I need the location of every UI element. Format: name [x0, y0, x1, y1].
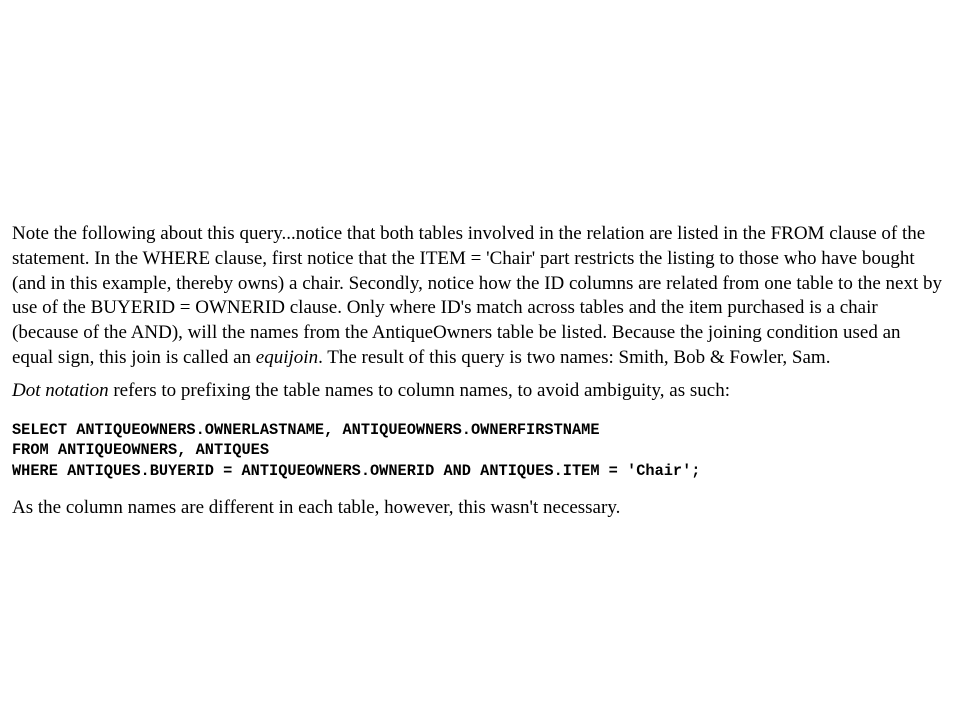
paragraph-conclusion: As the column names are different in each table, however, this wasn't necessary. — [12, 496, 621, 518]
paragraph-query-notes-result: . The result of this query is two names: Smith, Bob & Fowler, Sam. — [318, 346, 831, 368]
paragraph-query-notes — [12, 222, 942, 371]
sql-line-select: SELECT ANTIQUEOWNERS.OWNERLASTNAME, ANTIQUEOWNERS.OWNERFIRSTNAME — [12, 420, 600, 439]
term-dot-notation: Dot notation — [12, 379, 109, 401]
sql-line-where: WHERE ANTIQUES.BUYERID = ANTIQUEOWNERS.OWNERID AND ANTIQUES.ITEM = 'Chair'; — [12, 461, 701, 480]
sql-line-from: FROM ANTIQUEOWNERS, ANTIQUES — [12, 441, 270, 460]
document-body — [12, 222, 942, 520]
term-equijoin: equijoin — [255, 346, 319, 368]
paragraph-dot-notation — [12, 379, 942, 404]
paragraph-dot-notation-text: refers to prefixing the table names to column names, to avoid ambiguity, as such: — [108, 379, 730, 401]
sql-code-block — [12, 420, 942, 482]
paragraph-query-notes-text: Note the following about this query...notice that both tables involved in the relation are listed in the FROM clause of the statement. In the WHERE clause, first notice that the ITEM = 'Chair' part restricts the listing to those who have bought (and in this example, thereby owns) a chair. Secondly, notice how the ID columns are related from one table to the next by use of the BUYERID = OWNERID clause. Only where ID's match across tables and the item purchased is a chair (because of the AND), will the names from the AntiqueOwners table be listed. Because the joining condition used an equal sign, this join is called an — [12, 223, 943, 368]
